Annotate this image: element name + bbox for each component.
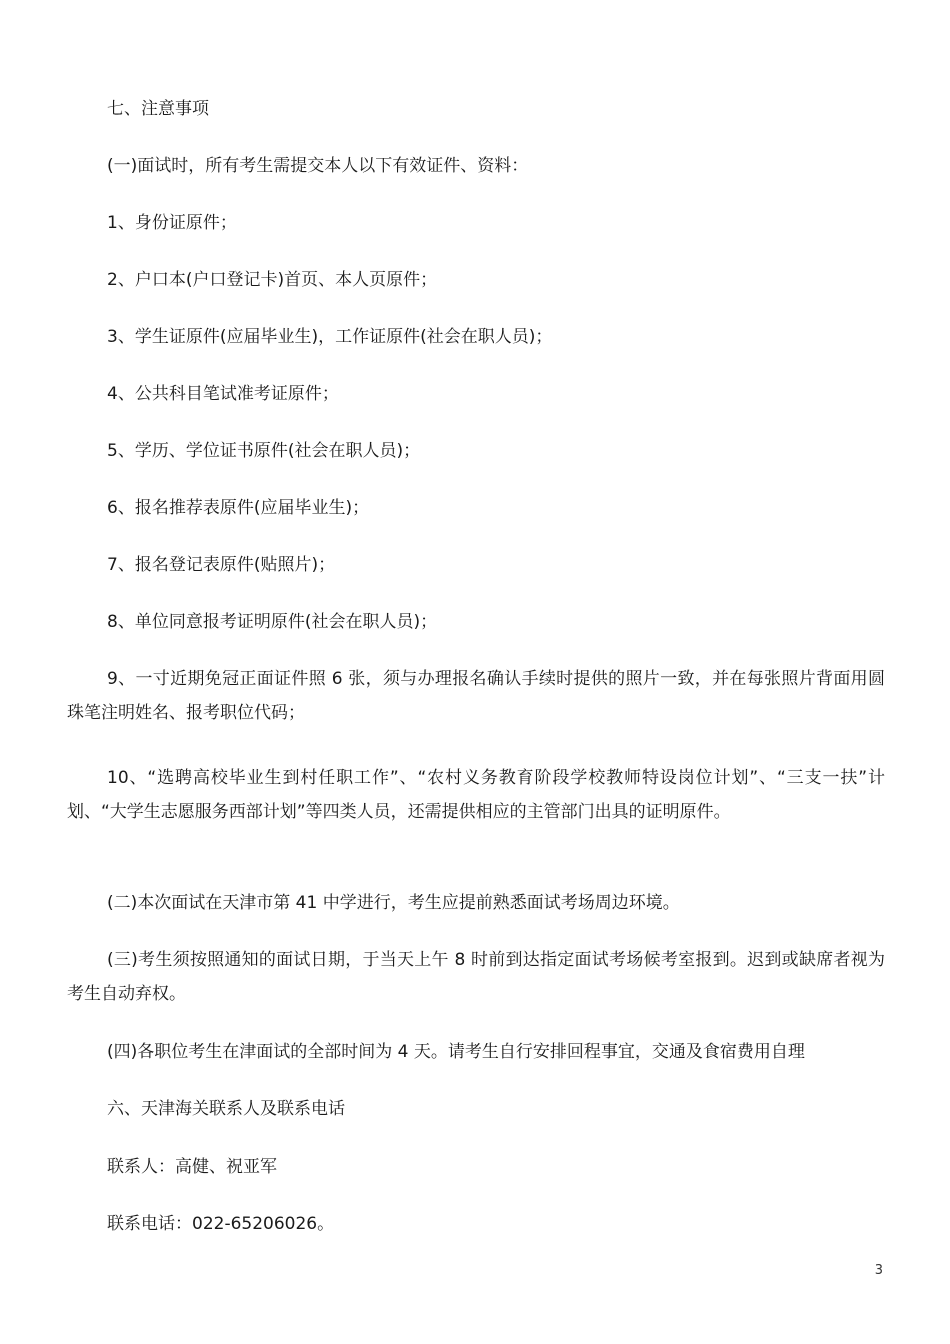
list-item: 7、报名登记表原件(贴照片)； [107, 555, 336, 575]
list-item: 4、公共科目笔试准考证原件； [107, 384, 339, 404]
page-number: 3 [874, 1263, 883, 1278]
list-item: 6、报名推荐表原件(应届毕业生)； [107, 498, 370, 518]
list-item-photos: 9、一寸近期免冠正面证件照 6 张，须与办理报名确认手续时提供的照片一致，并在每张照片背面用圆珠笔注明姓名、报考职位代码； [67, 669, 885, 723]
list-item: 8、单位同意报考证明原件(社会在职人员)； [107, 612, 438, 632]
item-a-heading: (一)面试时，所有考生需提交本人以下有效证件、资料： [107, 156, 529, 176]
list-item: 3、学生证原件(应届毕业生)，工作证原件(社会在职人员)； [107, 327, 553, 347]
item-c: (三)考生须按照通知的面试日期，于当天上午 8 时前到达指定面试考场候考室报到。迟到或缺席者视为考生自动弃权。 [67, 950, 885, 1004]
contact-person: 联系人：高健、祝亚军 [107, 1157, 277, 1177]
item-b: (二)本次面试在天津市第 41 中学进行，考生应提前熟悉面试考场周边环境。 [107, 893, 680, 913]
contact-phone: 联系电话：022-65206026。 [107, 1214, 335, 1234]
section-heading-notes: 七、注意事项 [107, 99, 209, 119]
item-d: (四)各职位考生在津面试的全部时间为 4 天。请考生自行安排回程事宜，交通及食宿费用自理 [107, 1042, 805, 1062]
section-heading-contacts: 六、天津海关联系人及联系电话 [107, 1099, 345, 1119]
list-item: 2、户口本(户口登记卡)首页、本人页原件； [107, 270, 438, 290]
list-item-special-categories: 10、“选聘高校毕业生到村任职工作”、“农村义务教育阶段学校教师特设岗位计划”、“三支一扶”计划、“大学生志愿服务西部计划”等四类人员，还需提供相应的主管部门出具的证明原件。 [67, 768, 885, 822]
list-item: 5、学历、学位证书原件(社会在职人员)； [107, 441, 421, 461]
list-item: 1、身份证原件； [107, 213, 237, 233]
